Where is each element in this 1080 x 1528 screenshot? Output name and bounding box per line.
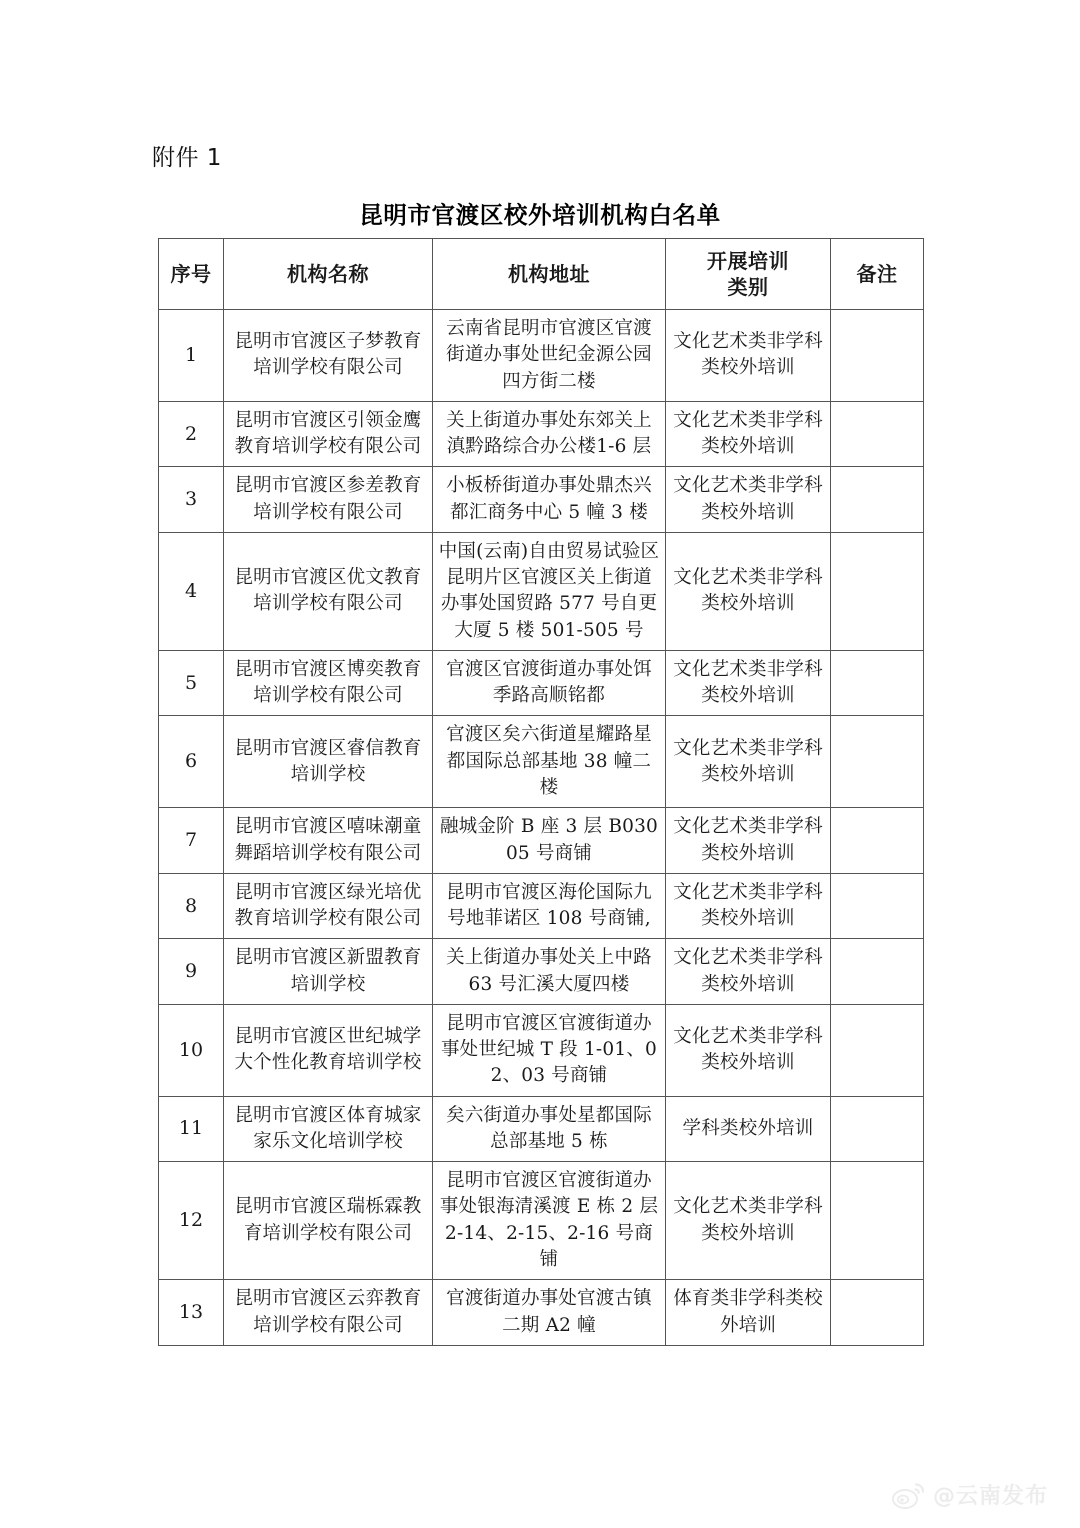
cell-institution-name: 昆明市官渡区引领金鹰教育培训学校有限公司 <box>224 401 433 467</box>
cell-note <box>831 467 924 533</box>
cell-note <box>831 650 924 716</box>
cell-institution-name: 昆明市官渡区体育城家家乐文化培训学校 <box>224 1096 433 1162</box>
cell-note <box>831 1004 924 1096</box>
cell-institution-name: 昆明市官渡区绿光培优教育培训学校有限公司 <box>224 873 433 939</box>
cell-training-category: 学科类校外培训 <box>666 1096 831 1162</box>
cell-index: 5 <box>159 650 224 716</box>
cell-index: 1 <box>159 310 224 402</box>
cell-training-category: 文化艺术类非学科类校外培训 <box>666 650 831 716</box>
cell-training-category: 文化艺术类非学科类校外培训 <box>666 467 831 533</box>
cell-institution-address: 关上街道办事处东郊关上滇黔路综合办公楼1-6 层 <box>433 401 666 467</box>
cell-institution-name: 昆明市官渡区新盟教育培训学校 <box>224 939 433 1005</box>
table-row <box>159 808 924 874</box>
column-header-address: 机构地址 <box>433 239 666 310</box>
cell-index: 2 <box>159 401 224 467</box>
table-body <box>159 310 924 1346</box>
column-header-category-line1: 开展培训 <box>707 248 789 273</box>
cell-training-category: 文化艺术类非学科类校外培训 <box>666 532 831 650</box>
cell-note <box>831 310 924 402</box>
cell-institution-name: 昆明市官渡区瑞栎霖教育培训学校有限公司 <box>224 1162 433 1280</box>
cell-institution-address: 小板桥街道办事处鼎杰兴都汇商务中心 5 幢 3 楼 <box>433 467 666 533</box>
table-row <box>159 401 924 467</box>
attachment-label: 附件 1 <box>152 145 222 171</box>
table-row <box>159 467 924 533</box>
cell-institution-address: 官渡区矣六街道星耀路星都国际总部基地 38 幢二楼 <box>433 716 666 808</box>
cell-note <box>831 1280 924 1346</box>
cell-index: 11 <box>159 1096 224 1162</box>
weibo-watermark <box>892 1479 1048 1510</box>
cell-institution-address: 昆明市官渡区海伦国际九号地菲诺区 108 号商铺, <box>433 873 666 939</box>
cell-institution-name: 昆明市官渡区博奕教育培训学校有限公司 <box>224 650 433 716</box>
table-row <box>159 650 924 716</box>
table-header <box>159 239 924 310</box>
cell-note <box>831 873 924 939</box>
cell-institution-address: 矣六街道办事处星都国际总部基地 5 栋 <box>433 1096 666 1162</box>
table-header-row <box>159 239 924 310</box>
cell-training-category: 文化艺术类非学科类校外培训 <box>666 939 831 1005</box>
whitelist-table <box>158 238 924 1346</box>
cell-institution-address: 昆明市官渡区官渡街道办事处银海清溪渡 E 栋 2 层 2-14、2-15、2-16 号商铺 <box>433 1162 666 1280</box>
cell-institution-address: 昆明市官渡区官渡街道办事处世纪城 T 段 1-01、02、03 号商铺 <box>433 1004 666 1096</box>
table-row <box>159 716 924 808</box>
cell-institution-address: 关上街道办事处关上中路 63 号汇溪大厦四楼 <box>433 939 666 1005</box>
watermark-handle: @云南发布 <box>932 1484 1048 1509</box>
cell-training-category: 文化艺术类非学科类校外培训 <box>666 1162 831 1280</box>
cell-training-category: 文化艺术类非学科类校外培训 <box>666 1004 831 1096</box>
column-header-category-line2: 类别 <box>727 275 769 299</box>
cell-index: 3 <box>159 467 224 533</box>
cell-institution-name: 昆明市官渡区嘻味潮童舞蹈培训学校有限公司 <box>224 808 433 874</box>
cell-training-category: 文化艺术类非学科类校外培训 <box>666 401 831 467</box>
cell-institution-name: 昆明市官渡区睿信教育培训学校 <box>224 716 433 808</box>
cell-training-category: 文化艺术类非学科类校外培训 <box>666 873 831 939</box>
column-header-index: 序号 <box>159 239 224 310</box>
cell-note <box>831 401 924 467</box>
cell-institution-name: 昆明市官渡区云弈教育培训学校有限公司 <box>224 1280 433 1346</box>
cell-institution-address: 融城金阶 B 座 3 层 B03005 号商铺 <box>433 808 666 874</box>
table-row <box>159 1096 924 1162</box>
cell-note <box>831 939 924 1005</box>
cell-institution-name: 昆明市官渡区优文教育培训学校有限公司 <box>224 532 433 650</box>
table-row <box>159 310 924 402</box>
weibo-icon <box>892 1481 926 1509</box>
page-title: 昆明市官渡区校外培训机构白名单 <box>359 201 721 229</box>
table-row <box>159 1162 924 1280</box>
cell-institution-name: 昆明市官渡区世纪城学大个性化教育培训学校 <box>224 1004 433 1096</box>
column-header-note: 备注 <box>831 239 924 310</box>
table-row <box>159 873 924 939</box>
cell-institution-address: 官渡区官渡街道办事处饵季路高顺铭都 <box>433 650 666 716</box>
cell-note <box>831 1096 924 1162</box>
cell-institution-name: 昆明市官渡区子梦教育培训学校有限公司 <box>224 310 433 402</box>
cell-note <box>831 716 924 808</box>
cell-index: 10 <box>159 1004 224 1096</box>
cell-note <box>831 808 924 874</box>
cell-note <box>831 1162 924 1280</box>
column-header-category <box>666 239 831 310</box>
cell-training-category: 文化艺术类非学科类校外培训 <box>666 716 831 808</box>
cell-institution-address: 中国(云南)自由贸易试验区昆明片区官渡区关上街道办事处国贸路 577 号自更大厦 5 楼 501-505 号 <box>433 532 666 650</box>
cell-index: 12 <box>159 1162 224 1280</box>
cell-index: 13 <box>159 1280 224 1346</box>
cell-index: 8 <box>159 873 224 939</box>
table-row <box>159 1280 924 1346</box>
cell-institution-name: 昆明市官渡区参差教育培训学校有限公司 <box>224 467 433 533</box>
cell-index: 6 <box>159 716 224 808</box>
table-row <box>159 532 924 650</box>
whitelist-table-container <box>158 238 923 1346</box>
cell-index: 4 <box>159 532 224 650</box>
cell-index: 9 <box>159 939 224 1005</box>
cell-note <box>831 532 924 650</box>
cell-institution-address: 官渡街道办事处官渡古镇二期 A2 幢 <box>433 1280 666 1346</box>
cell-training-category: 文化艺术类非学科类校外培训 <box>666 808 831 874</box>
cell-index: 7 <box>159 808 224 874</box>
cell-training-category: 文化艺术类非学科类校外培训 <box>666 310 831 402</box>
column-header-name: 机构名称 <box>224 239 433 310</box>
table-row <box>159 939 924 1005</box>
cell-institution-address: 云南省昆明市官渡区官渡街道办事处世纪金源公园四方街二楼 <box>433 310 666 402</box>
table-row <box>159 1004 924 1096</box>
cell-training-category: 体育类非学科类校外培训 <box>666 1280 831 1346</box>
